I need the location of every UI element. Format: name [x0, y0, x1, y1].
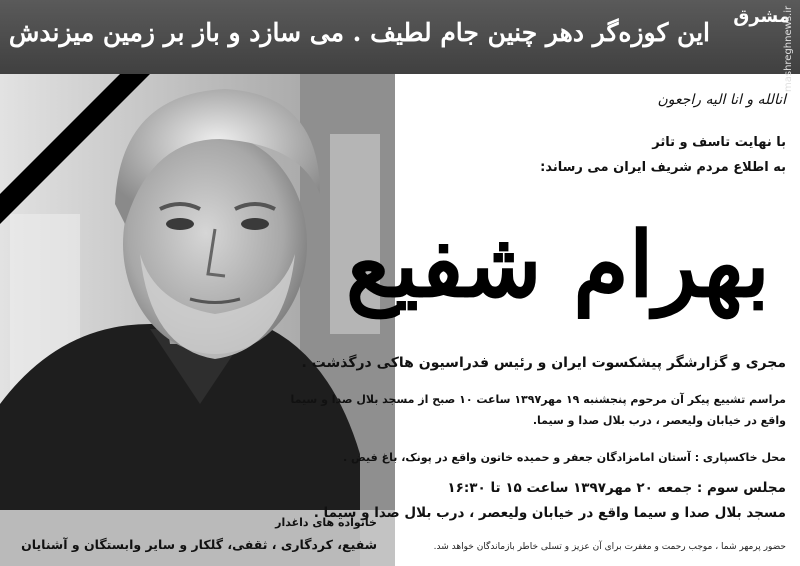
funeral-line-2: واقع در خیابان ولیعصر ، درب بلال صدا و سیما.	[532, 414, 786, 427]
mashregh-logo: مشرق	[733, 6, 790, 27]
top-banner	[0, 0, 800, 92]
banner-poem: این کوزه‌گر دهر چنین جام لطیف . می سازد و باز بر زمین میزندش	[8, 18, 710, 47]
opening-verse: انالله و انا الیه راجعون	[657, 92, 786, 108]
funeral-line-1: مراسم تشییع پیکر آن مرحوم پنجشنبه ۱۹ مهر۱۳۹۷ ساعت ۱۰ صبح از مسجد بلال صدا و سیما	[290, 393, 786, 406]
announcement: مجری و گزارشگر پیشکسوت ایران و رئیس فدراسیون هاکی درگذشت .	[301, 355, 786, 371]
intro-line-2: به اطلاع مردم شریف ایران می رساند:	[540, 160, 786, 175]
ceremony-line-2: مسجد بلال صدا و سیما واقع در خیابان ولیعصر ، درب بلال صدا و سیما .	[313, 505, 786, 521]
deceased-name: بهرام شفیع	[345, 212, 770, 318]
burial-location: محل خاکسپاری : آستان امامزادگان جعفر و حمیده خاتون واقع در پونک، باغ فیض .	[343, 451, 786, 464]
footer-note: حضور پرمهر شما ، موجب رحمت و مغفرت برای آن عزیز و تسلی خاطر بازماندگان خواهد شد.	[433, 542, 786, 552]
ceremony-line-1: مجلس سوم : جمعه ۲۰ مهر۱۳۹۷ ساعت ۱۵ تا ۱۶:۳۰	[447, 480, 786, 496]
intro-line-1: با نهایت تاسف و تاثر	[652, 135, 786, 150]
family-heading: خانواده های داغدار	[275, 516, 377, 529]
watermark-url: mashreghnews.ir	[783, 5, 794, 92]
family-names: شفیع، کردگاری ، ثقفی، گلکار و سایر وابستگان و آشنایان	[21, 537, 377, 552]
mourning-ribbon-icon	[0, 74, 150, 224]
